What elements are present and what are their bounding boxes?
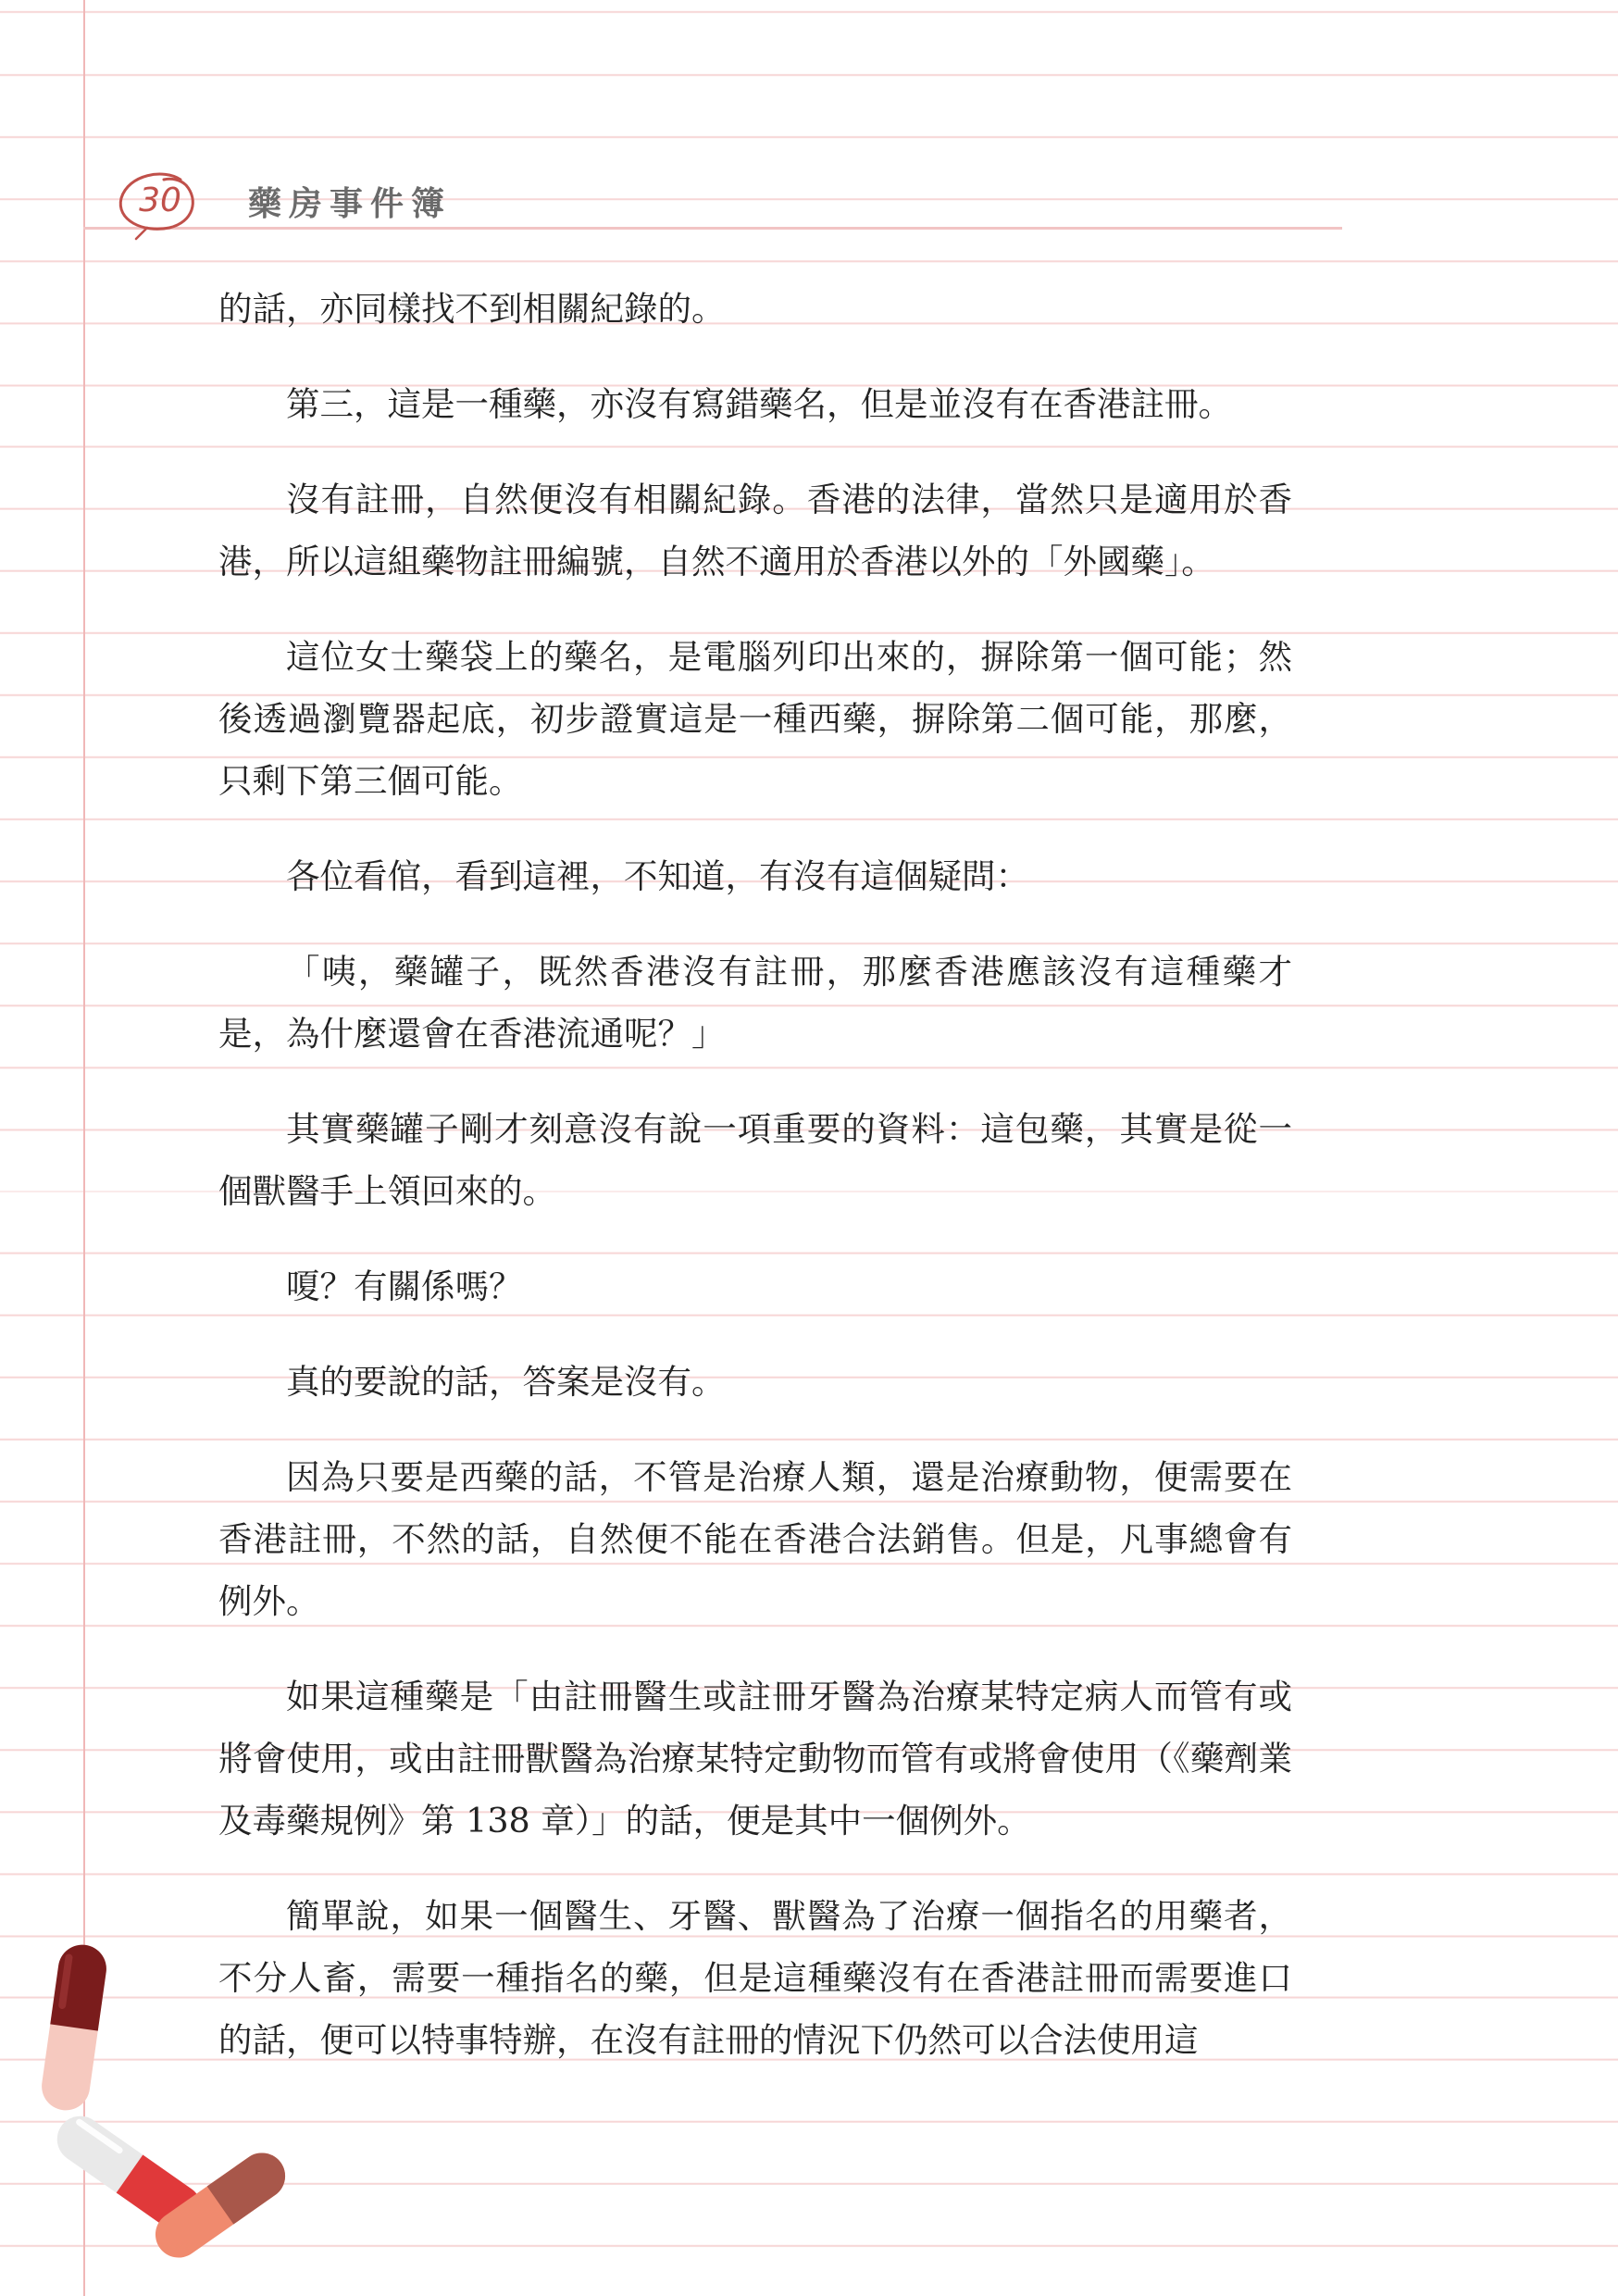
paragraph: 簡單說，如果一個醫生、牙醫、獸醫為了治療一個指名的用藥者，不分人畜，需要一種指名的藥，但是這種藥沒有在香港註冊而需要進口的話，便可以特事特辦，在沒有註冊的情況下仍然可以合法使用這: [218, 1896, 1292, 2060]
paragraph: 真的要說的話，答案是沒有。: [286, 1362, 726, 1402]
paragraph: 其實藥罐子剛才刻意沒有說一項重要的資料：這包藥，其實是從一個獸醫手上領回來的。: [218, 1109, 1292, 1211]
book-title: 藥房事件簿: [248, 184, 453, 223]
paragraph: 這位女士藥袋上的藥名，是電腦列印出來的，摒除第一個可能；然後透過瀏覽器起底，初步證實這是一種西藥，摒除第二個可能，那麼，只剩下第三個可能。: [218, 637, 1292, 801]
paragraph: 嗄？有關係嗎？: [286, 1267, 523, 1306]
page-number: 30: [139, 181, 181, 219]
paragraph: 沒有註冊，自然便沒有相關紀錄。香港的法律，當然只是適用於香港，所以這組藥物註冊編號，自然不適用於香港以外的「外國藥」。: [218, 480, 1292, 581]
dark-red-capsule: [39, 1941, 110, 2113]
paragraph: 如果這種藥是「由註冊醫生或註冊牙醫為治療某特定病人而管有或將會使用，或由註冊獸醫為治療某特定動物而管有或將會使用（《藥劑業及毒藥規例》第 138 章）」的話，便是其中一個例外。: [218, 1677, 1292, 1841]
paragraph: 「咦，藥罐子，既然香港沒有註冊，那麼香港應該沒有這種藥才是，為什麼還會在香港流通呢？」: [218, 952, 1292, 1054]
page-number-mark: [116, 167, 199, 241]
paragraph: 各位看倌，看到這裡，不知道，有沒有這個疑問：: [286, 856, 1029, 896]
paragraph: 因為只要是西藥的話，不管是治療人類，還是治療動物，便需要在香港註冊，不然的話，自然便不能在香港合法銷售。但是，凡事總會有例外。: [218, 1457, 1292, 1621]
capsule-pills-icon: [19, 1926, 296, 2259]
header-line: [83, 227, 1342, 230]
paragraph: 第三，這是一種藥，亦沒有寫錯藥名，但是並沒有在香港註冊。: [286, 384, 1232, 424]
body-text: [218, 278, 1292, 2104]
paragraph: 的話，亦同樣找不到相關紀錄的。: [218, 289, 726, 329]
